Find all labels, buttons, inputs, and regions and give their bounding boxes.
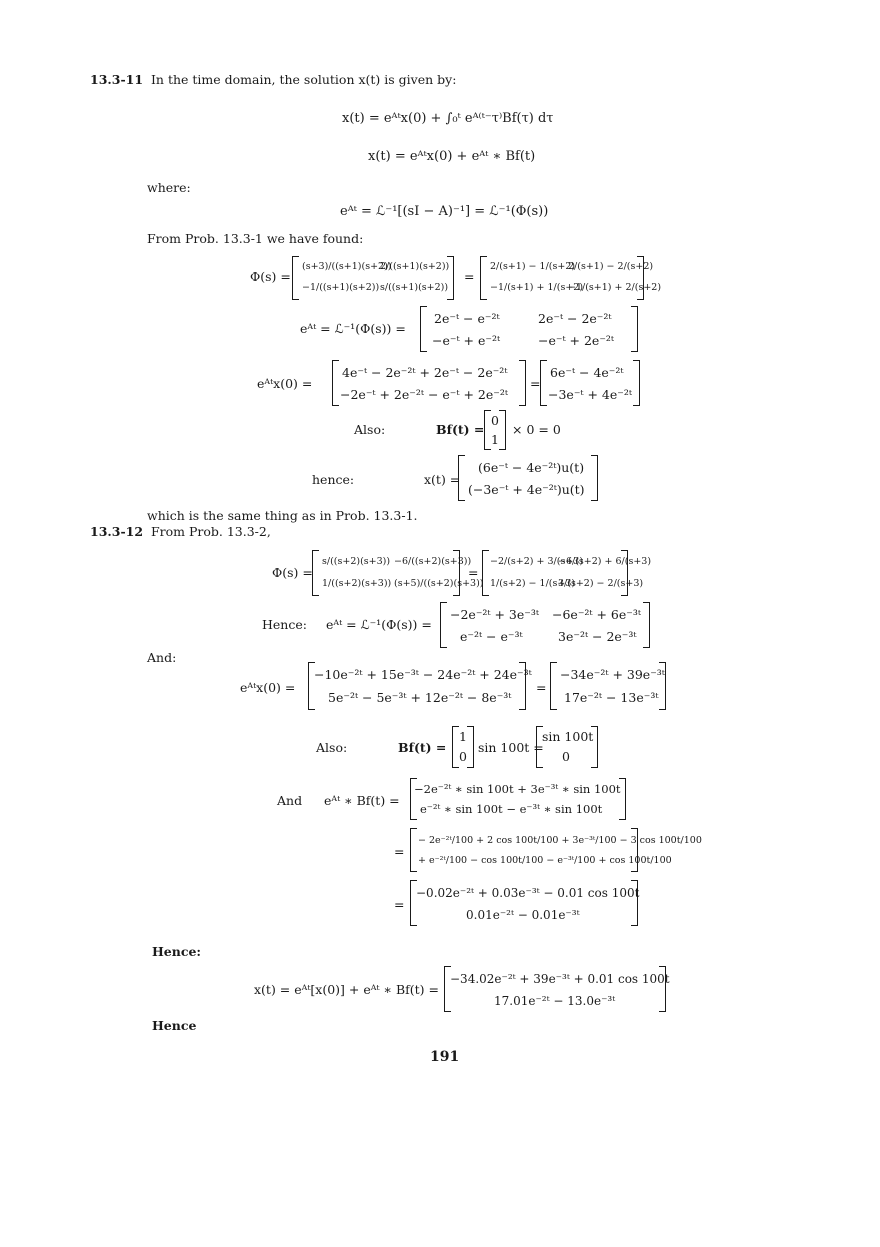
cell: 2/(s+1) − 2/(s+2) [568, 261, 654, 272]
x0-matrix-left [308, 662, 532, 710]
page-number: 191 [430, 1049, 460, 1065]
cell: −1/(s+1) + 1/(s+2) [490, 282, 584, 293]
equals: = [468, 565, 479, 580]
hence-label: hence: [312, 472, 355, 487]
from-text: From Prob. 13.3-2, [150, 524, 271, 539]
and-label: And [277, 793, 303, 808]
problem-13-3-11-heading [90, 74, 456, 87]
bf-mid: sin 100t = [478, 740, 544, 755]
equals: = [530, 376, 541, 391]
same-text: which is the same thing as in Prob. 13.3-1. [147, 508, 418, 523]
phi-matrix-left [292, 256, 454, 300]
bf-vector [452, 726, 474, 768]
eat-lhs: eᴬᵗ = ℒ⁻¹(Φ(s)) = [326, 617, 432, 632]
cell: + e⁻²ᵗ/100 − cos 100t/100 − e⁻³ᵗ/100 + cos 100t/100 [418, 855, 672, 866]
cell: −2e⁻²ᵗ + 3e⁻³ᵗ [450, 607, 539, 622]
cell: 3e⁻²ᵗ − 2e⁻³ᵗ [558, 629, 637, 644]
bf-lhs: Bf(t) = [436, 422, 485, 437]
cell: (s+3)/((s+1)(s+2)) [302, 261, 392, 272]
equals: = [536, 680, 547, 695]
cell: −1/((s+1)(s+2)) [302, 282, 380, 293]
eq-inverse-laplace: eᴬᵗ = ℒ⁻¹[(sI − A)⁻¹] = ℒ⁻¹(Φ(s)) [340, 204, 549, 219]
cell: 1/((s+2)(s+3)) [322, 578, 392, 589]
cell: (−3e⁻ᵗ + 4e⁻²ᵗ)u(t) [468, 482, 585, 497]
conv-expanded-matrix [410, 828, 702, 872]
cell: 2/(s+1) − 1/(s+2) [490, 261, 576, 272]
cell: (6e⁻ᵗ − 4e⁻²ᵗ)u(t) [478, 460, 585, 475]
eat-lhs: eᴬᵗ = ℒ⁻¹(Φ(s)) = [300, 321, 406, 336]
cell: 17e⁻²ᵗ − 13e⁻³ᵗ [564, 690, 659, 705]
cell: e⁻²ᵗ ∗ sin 100t − e⁻³ᵗ ∗ sin 100t [420, 802, 603, 816]
eq-integral: x(t) = eᴬᵗx(0) + ∫₀ᵗ eᴬ⁽ᵗ⁻τ⁾Bf(τ) dτ [342, 111, 554, 126]
x0-lhs: eᴬᵗx(0) = [240, 680, 296, 695]
cell: −0.02e⁻²ᵗ + 0.03e⁻³ᵗ − 0.01 cos 100t [416, 886, 640, 900]
cell: −34.02e⁻²ᵗ + 39e⁻³ᵗ + 0.01 cos 100t [450, 972, 670, 986]
cell: e⁻²ᵗ − e⁻³ᵗ [460, 629, 523, 644]
cell: −2e⁻²ᵗ ∗ sin 100t + 3e⁻³ᵗ ∗ sin 100t [414, 782, 621, 796]
hence-label: Hence: [262, 617, 307, 632]
conv-result-matrix [410, 880, 638, 926]
cell: −10e⁻²ᵗ + 15e⁻³ᵗ − 24e⁻²ᵗ + 24e⁻³ᵗ [314, 667, 532, 682]
cell: 17.01e⁻²ᵗ − 13.0e⁻³ᵗ [494, 994, 616, 1008]
phi-lhs: Φ(s) = [272, 565, 313, 580]
cell: −6/((s+2)(s+3)) [394, 556, 472, 567]
hence-label: Hence: [152, 944, 202, 959]
cell: 1 [459, 729, 467, 744]
cell: −1/(s+1) + 2/(s+2) [568, 282, 662, 293]
equals: = [394, 844, 405, 859]
cell: s/((s+1)(s+2)) [380, 282, 449, 293]
cell: (s+5)/((s+2)(s+3)) [394, 578, 484, 589]
cell: 0.01e⁻²ᵗ − 0.01e⁻³ᵗ [466, 908, 580, 922]
conv-matrix [410, 778, 626, 820]
bf-result-vector [536, 726, 598, 768]
problem-13-3-12-heading [90, 526, 271, 539]
cell: 0 [491, 413, 499, 428]
cell: 1 [491, 432, 499, 447]
phi-lhs: Φ(s) = [250, 269, 291, 284]
equals: = [394, 897, 405, 912]
phi-matrix-right [480, 256, 662, 300]
x0-matrix-left [332, 360, 526, 406]
xt-matrix [458, 455, 598, 501]
eat-matrix [440, 602, 650, 648]
phi-matrix-left [312, 550, 484, 596]
bf-vector [484, 410, 506, 450]
cell: 3/(s+2) − 2/(s+3) [558, 578, 644, 589]
cell: 0 [459, 749, 467, 764]
cell: − 2e⁻²ᵗ/100 + 2 cos 100t/100 + 3e⁻³ᵗ/100 − 3 cos 100t/100 [418, 835, 702, 846]
eq-convolution: x(t) = eᴬᵗx(0) + eᴬᵗ ∗ Bf(t) [368, 149, 536, 164]
cell: s/((s+2)(s+3)) [322, 556, 391, 567]
problem-label: 13.3-12 [90, 524, 144, 539]
from-text: From Prob. 13.3-1 we have found: [147, 231, 364, 246]
xt-lhs: x(t) = [424, 472, 461, 487]
x0-lhs: eᴬᵗx(0) = [257, 376, 313, 391]
cell: sin 100t [542, 729, 594, 744]
problem-label: 13.3-11 [90, 72, 144, 87]
x0-matrix-right [550, 662, 666, 710]
cell: −6/(s+2) + 6/(s+3) [558, 556, 652, 567]
equals: = [464, 269, 475, 284]
cell: −34e⁻²ᵗ + 39e⁻³ᵗ [560, 667, 665, 682]
cell: 2/((s+1)(s+2)) [380, 261, 450, 272]
x0-matrix-right [540, 360, 640, 406]
final-lhs: x(t) = eᴬᵗ[x(0)] + eᴬᵗ ∗ Bf(t) = [254, 982, 439, 997]
final-matrix [444, 966, 670, 1012]
cell: 1/(s+2) − 1/(s+3) [490, 578, 576, 589]
cell: −2/(s+2) + 3/(s+3) [490, 556, 584, 567]
cell: −e⁻ᵗ + e⁻²ᵗ [432, 333, 501, 348]
cell: −3e⁻ᵗ + 4e⁻²ᵗ [548, 387, 632, 402]
cell: −2e⁻ᵗ + 2e⁻²ᵗ − e⁻ᵗ + 2e⁻²ᵗ [340, 387, 508, 402]
cell: 5e⁻²ᵗ − 5e⁻³ᵗ + 12e⁻²ᵗ − 8e⁻³ᵗ [328, 690, 512, 705]
cell: 4e⁻ᵗ − 2e⁻²ᵗ + 2e⁻ᵗ − 2e⁻²ᵗ [342, 365, 508, 380]
and-label: And: [147, 650, 177, 665]
also-label: Also: [316, 740, 348, 755]
phi-matrix-right [482, 550, 652, 596]
eat-matrix [420, 306, 638, 352]
cell: 2e⁻ᵗ − 2e⁻²ᵗ [538, 311, 612, 326]
cell: 6e⁻ᵗ − 4e⁻²ᵗ [550, 365, 624, 380]
bf-rhs: × 0 = 0 [512, 422, 561, 437]
bf-lhs: Bf(t) = [398, 740, 447, 755]
cell: −e⁻ᵗ + 2e⁻²ᵗ [538, 333, 615, 348]
hence-label: Hence [152, 1018, 197, 1033]
cell: 0 [562, 749, 570, 764]
also-label: Also: [354, 422, 386, 437]
where-label: where: [147, 180, 191, 195]
intro-text: In the time domain, the solution x(t) is given by: [150, 72, 457, 87]
cell: −6e⁻²ᵗ + 6e⁻³ᵗ [552, 607, 641, 622]
conv-lhs: eᴬᵗ ∗ Bf(t) = [324, 793, 400, 808]
cell: 2e⁻ᵗ − e⁻²ᵗ [434, 311, 500, 326]
